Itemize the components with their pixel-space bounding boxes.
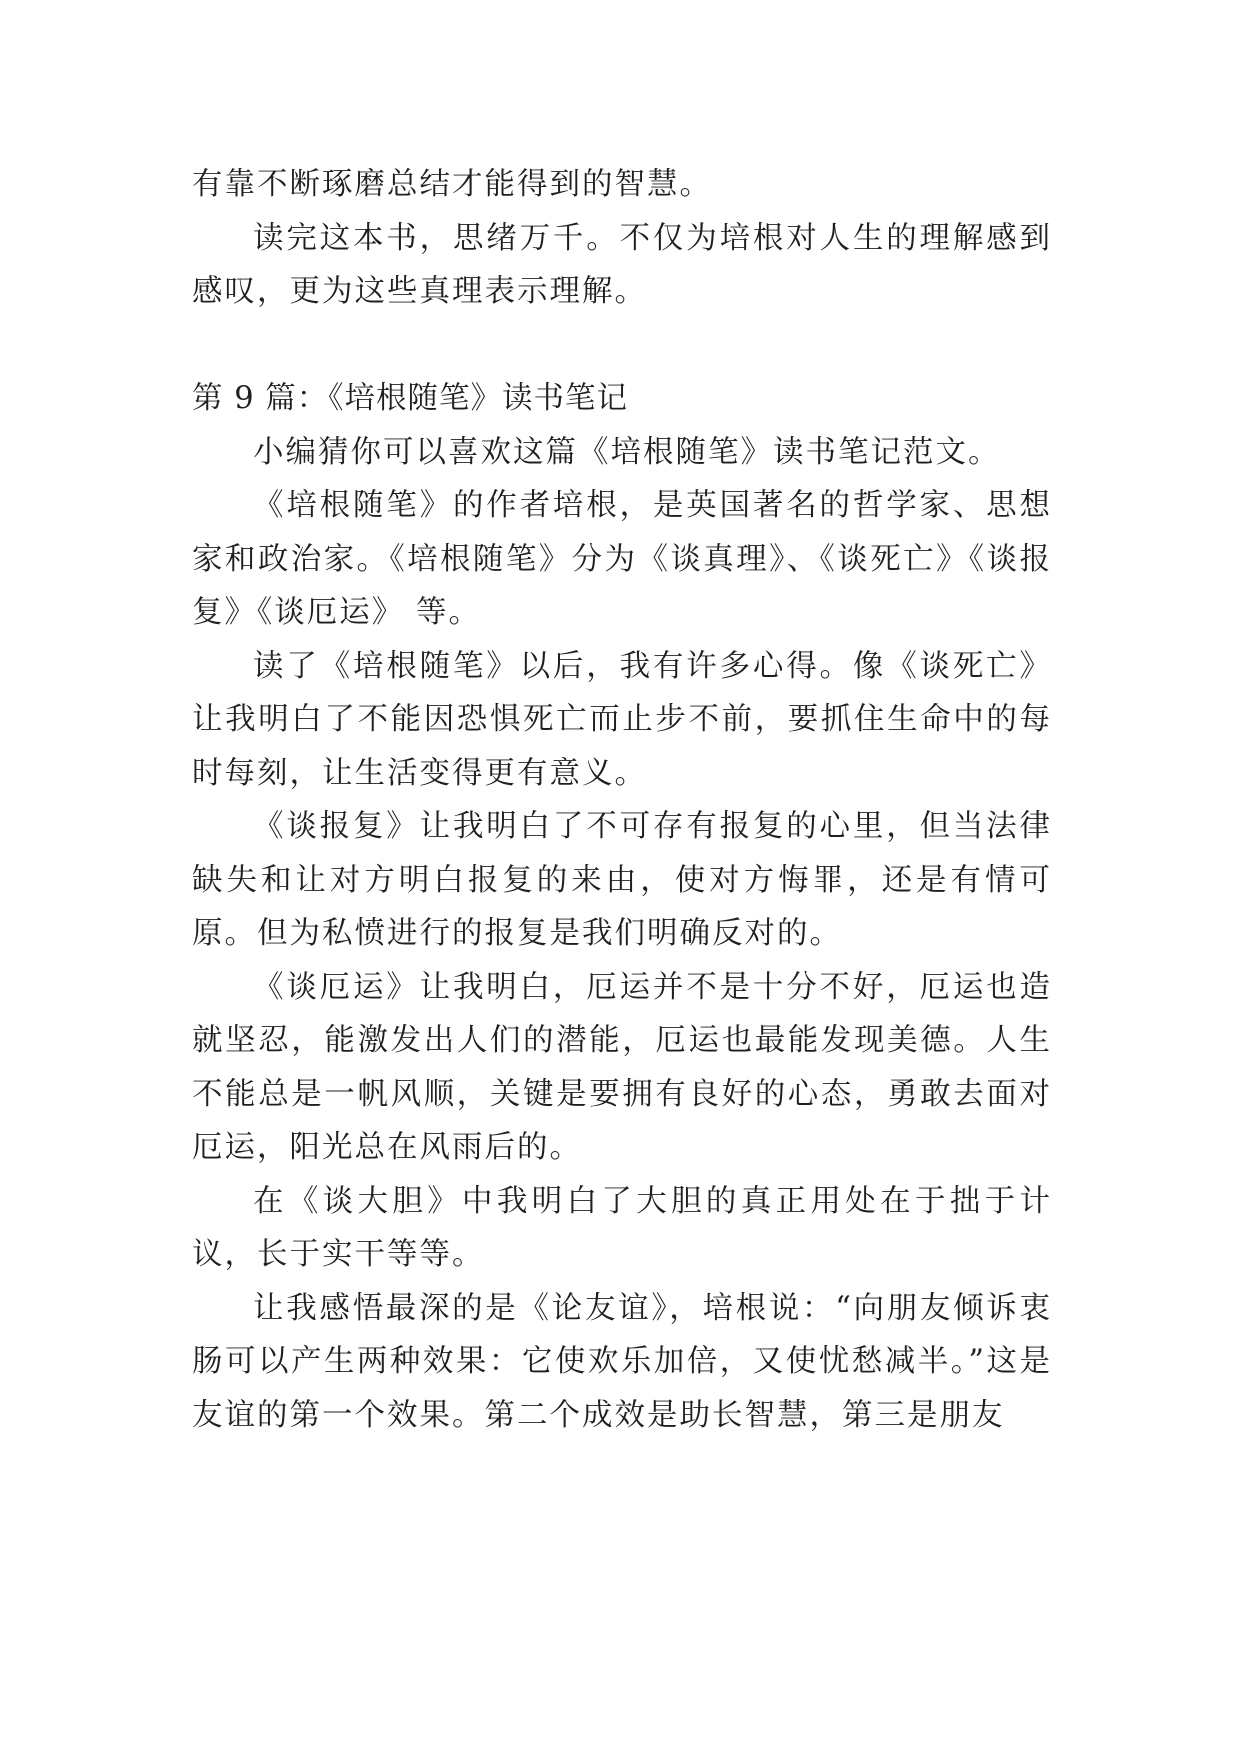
document-body — [192, 158, 1052, 1442]
paragraph-continued: 有靠不断琢磨总结才能得到的智慧。 — [192, 167, 712, 202]
paragraph-revenge: 《谈报复》让我明白了不可存有报复的心里，但当法律缺失和让对方明白报复的来由，使对方悔罪，还是有情可原。但为私愤进行的报复是我们明确反对的。 — [192, 809, 1052, 951]
paragraph-friendship: 让我感悟最深的是《论友谊》，培根说：“向朋友倾诉衷肠可以产生两种效果：它使欢乐加倍，又使忧愁减半。”这是友谊的第一个效果。第二个成效是助长智慧，第三是朋友 — [192, 1290, 1052, 1433]
section-heading: 第 9 篇：《培根随笔》读书笔记 — [192, 381, 629, 416]
paragraph-author: 《培根随笔》的作者培根，是英国著名的哲学家、思想家和政治家。《培根随笔》分为《谈真理》、《谈死亡》《谈报复》《谈厄运》 等。 — [192, 488, 1052, 630]
paragraph-boldness: 在《谈大胆》中我明白了大胆的真正用处在于拙于计议，长于实干等等。 — [192, 1183, 1052, 1272]
paragraph-death: 读了《培根随笔》以后，我有许多心得。像《谈死亡》让我明白了不能因恐惧死亡而止步不前，要抓住生命中的每时每刻，让生活变得更有意义。 — [192, 648, 1052, 791]
paragraph-adversity: 《谈厄运》让我明白，厄运并不是十分不好，厄运也造就坚忍，能激发出人们的潜能，厄运也最能发现美德。人生不能总是一帆风顺，关键是要拥有良好的心态，勇敢去面对厄运，阳光总在风雨后的。 — [192, 969, 1052, 1165]
paragraph-intro: 小编猜你可以喜欢这篇《培根随笔》读书笔记范文。 — [253, 434, 1001, 470]
paragraph-reflection: 读完这本书，思绪万千。不仅为培根对人生的理解感到感叹，更为这些真理表示理解。 — [192, 220, 1052, 309]
